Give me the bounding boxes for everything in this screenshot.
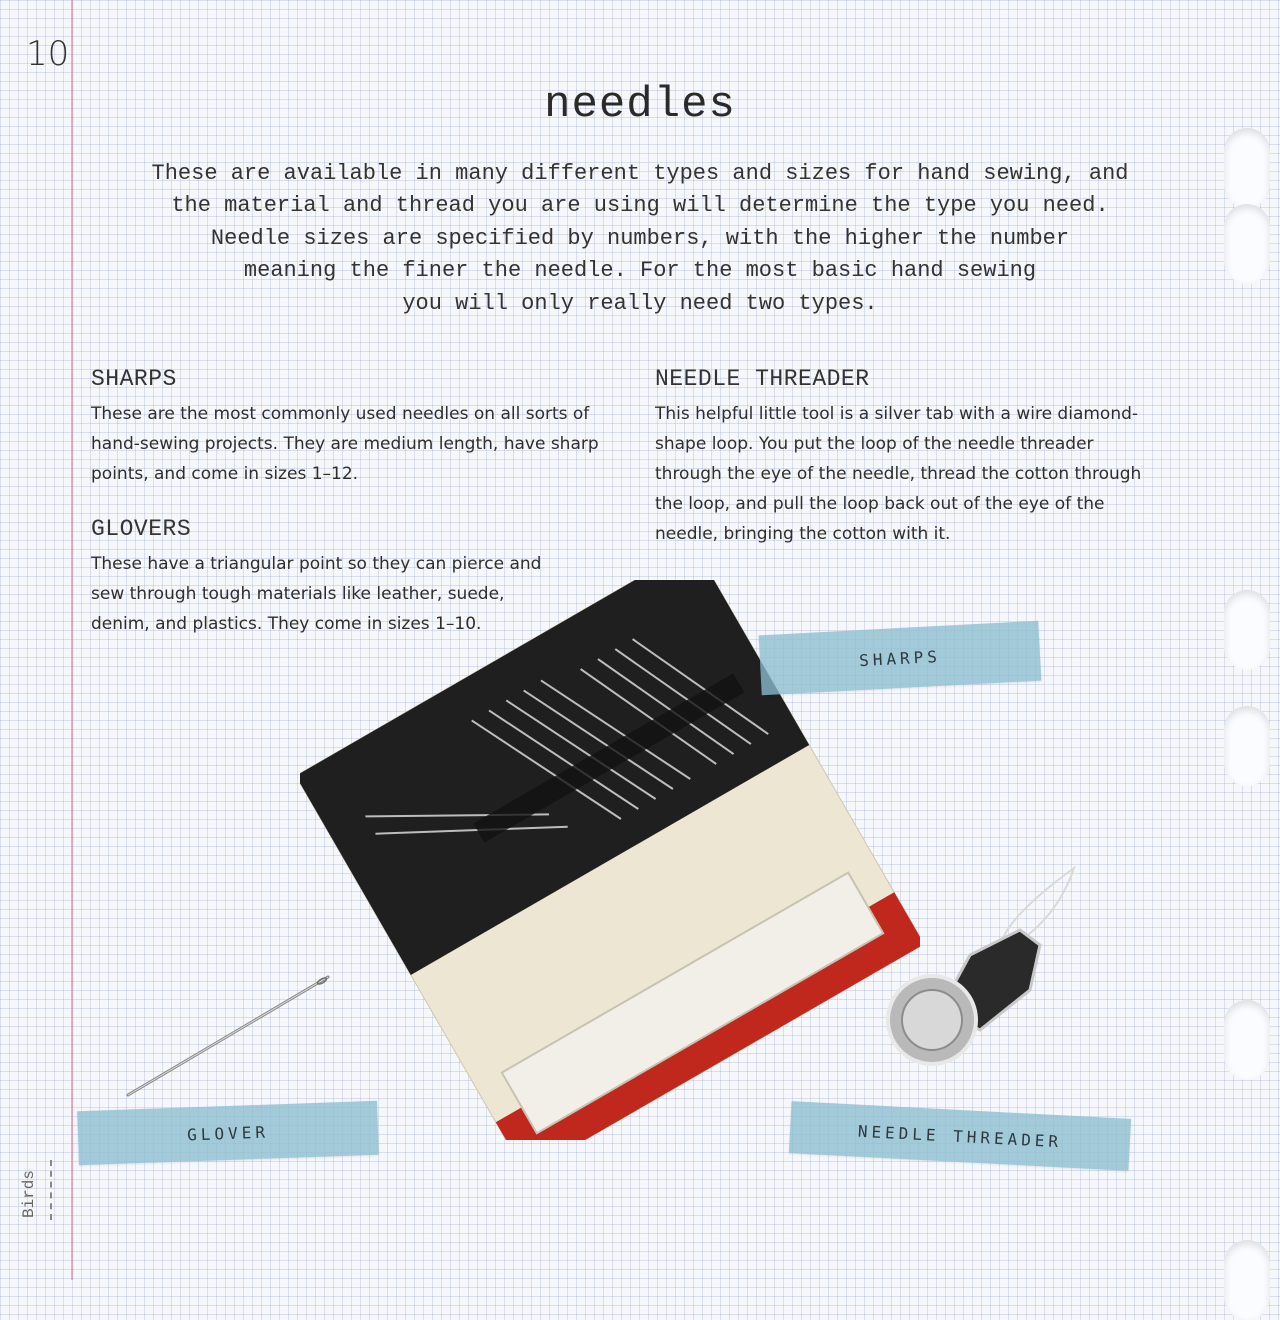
section-needle-threader (655, 366, 1215, 549)
tape-label-glover: GLOVER (77, 1101, 379, 1165)
section-body-sharps (91, 399, 631, 489)
section-sharps (91, 366, 631, 489)
section-heading-needle-threader: NEEDLE THREADER (655, 366, 870, 392)
body-line: the loop, and pull the loop back out of the eye of the (655, 494, 1105, 514)
intro-line: you will only really need two types. (402, 290, 878, 316)
intro-line: These are available in many different types and sizes for hand sewing, and (151, 161, 1129, 186)
section-body-needle-threader (655, 399, 1215, 549)
needle-threader-photo (880, 860, 1100, 1090)
needle-highlight (128, 977, 328, 1095)
side-tab-dashes (50, 1160, 54, 1220)
side-tab (14, 1160, 54, 1220)
body-line: These have a triangular point so they can pierce and (91, 554, 542, 574)
tape-label-sharps: SHARPS (759, 621, 1042, 696)
page-title: needles (544, 80, 736, 130)
intro-line: meaning the finer the needle. For the most basic hand sewing (243, 258, 1037, 284)
punch-hole (1224, 1240, 1270, 1320)
body-line: sew through tough materials like leather, suede, (91, 584, 505, 604)
punch-hole (1224, 128, 1270, 208)
page-number: 10 (26, 34, 70, 74)
punch-hole (1224, 1000, 1270, 1080)
body-line: needle, bringing the cotton with it. (655, 524, 951, 544)
punch-hole (1224, 706, 1270, 786)
punch-hole (1224, 204, 1270, 284)
section-heading-sharps: SHARPS (91, 366, 177, 392)
threader-emboss (902, 990, 962, 1050)
body-line: These are the most commonly used needles on all sorts of (91, 404, 590, 424)
body-line: hand-sewing projects. They are medium length, have sharp (91, 434, 599, 454)
section-heading-glovers: GLOVERS (91, 516, 192, 542)
intro-line: the material and thread you are using will determine the type you need. (171, 193, 1109, 219)
body-line: shape loop. You put the loop of the needle threader (655, 434, 1094, 454)
tape-label-needle-threader: NEEDLE THREADER (789, 1101, 1131, 1171)
body-line: denim, and plastics. They come in sizes 1–10. (91, 614, 482, 634)
body-line: through the eye of the needle, thread the cotton through (655, 464, 1142, 484)
body-line: points, and come in sizes 1–12. (91, 464, 359, 484)
punch-hole (1224, 590, 1270, 670)
margin-line (71, 0, 73, 1280)
body-line: This helpful little tool is a silver tab with a wire diamond- (655, 404, 1139, 424)
intro-paragraph (100, 158, 1180, 320)
side-tab-label: Birds (20, 1169, 38, 1218)
intro-line: Needle sizes are specified by numbers, with the higher the number (210, 225, 1070, 251)
glover-needle-photo (120, 965, 340, 1105)
